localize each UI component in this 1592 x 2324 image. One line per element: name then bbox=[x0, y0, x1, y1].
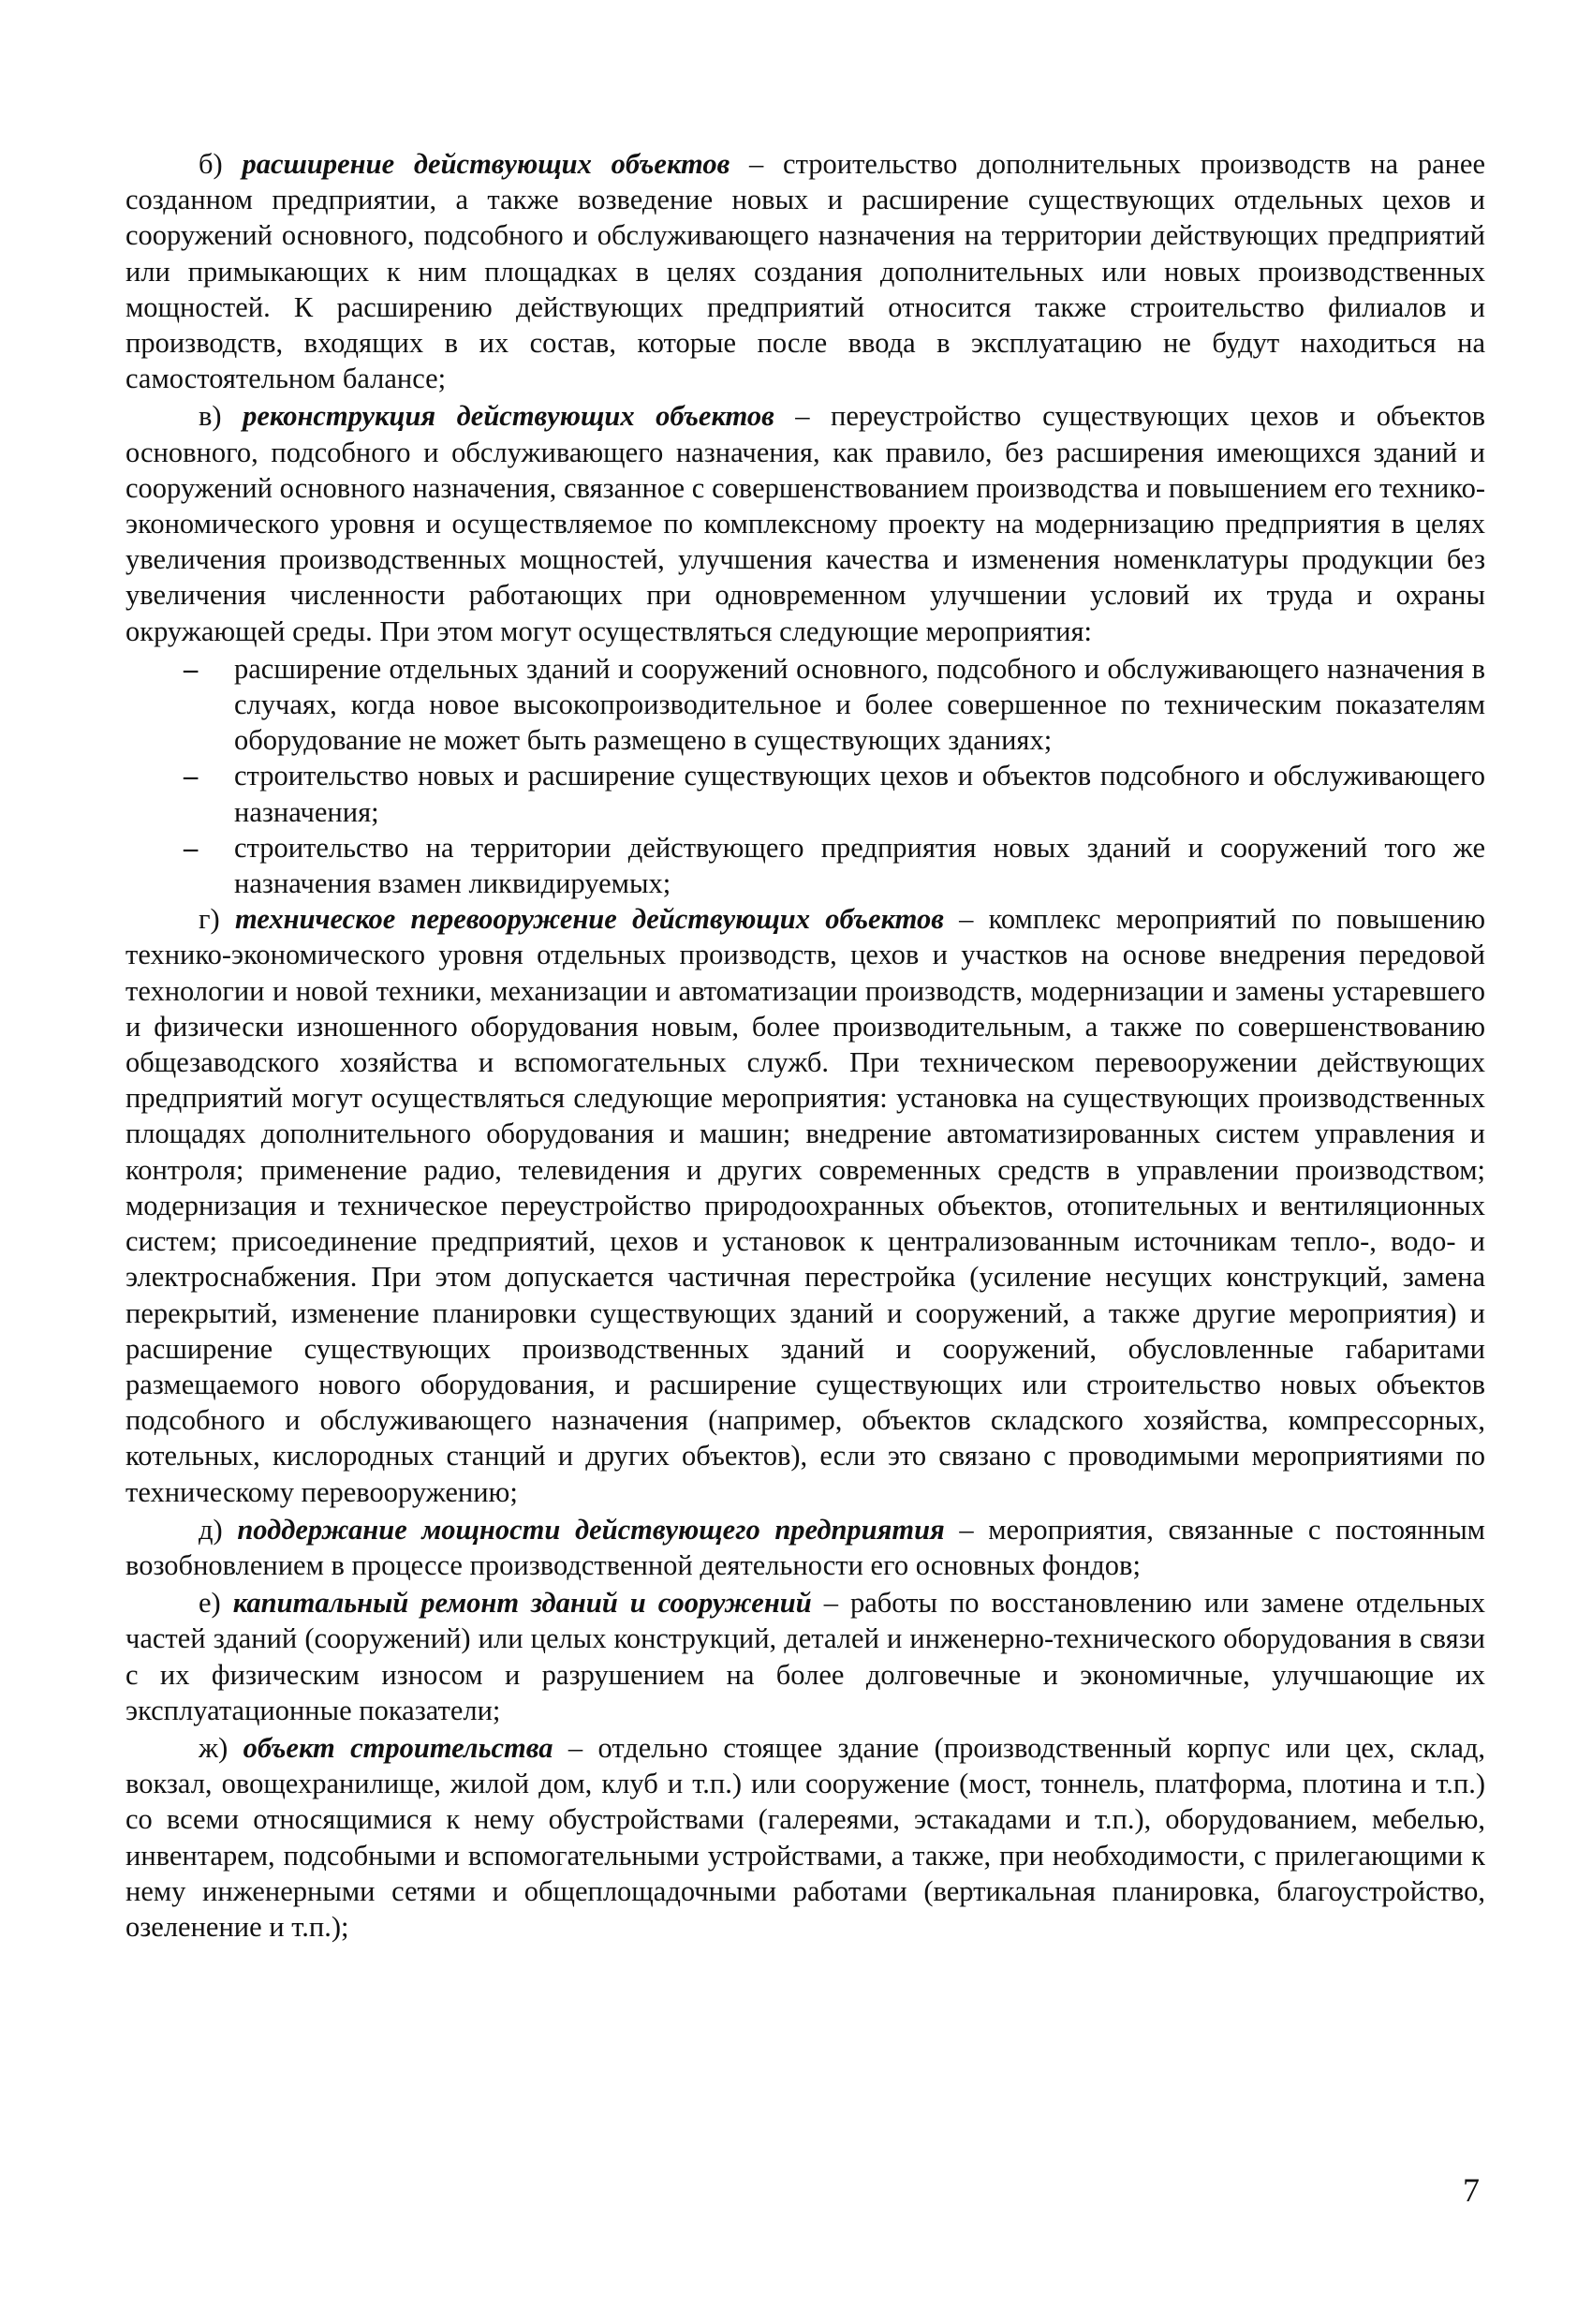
body-text bbox=[125, 146, 1485, 1947]
list-item bbox=[125, 651, 1485, 759]
list-item bbox=[125, 758, 1485, 829]
page-number: 7 bbox=[1463, 2171, 1480, 2209]
paragraph-text: – отдельно стоящее здание (производственный корпус или цех, склад, вокзал, овощехранилище, жилой дом, клуб и т.п.) или сооружение (мост, тоннель, платформа, плотина и т.п.) со всеми относящимися к нему обустройствами (галереями, эстакадами и т.п.), оборудованием, мебелью, инвентарем, подсобными и вспомогательными устройствами, а также, при необходимости, с прилегающими к нему инженерными сетями и общеплощадочными работами (вертикальная планировка, благоустройство, озеленение и т.п.); bbox=[125, 1731, 1485, 1943]
list-item-text: расширение отдельных зданий и сооружений основного, подсобного и обслуживающего назначения в случаях, когда новое высокопроизводительное и более совершенное по техническим показателям оборудование не может быть размещено в существующих зданиях; bbox=[234, 652, 1485, 757]
term-expansion: расширение действующих объектов bbox=[242, 148, 730, 180]
term-capital-repair: капитальный ремонт зданий и сооружений bbox=[232, 1587, 812, 1620]
measures-list bbox=[125, 651, 1485, 901]
dash-marker: – bbox=[184, 652, 199, 685]
paragraph-e bbox=[125, 1585, 1485, 1728]
paragraph-text: – переустройство существующих цехов и объектов основного, подсобного и обслуживающего назначения, как правило, без расширения имеющихся зданий и сооружений основного назначения, связанное с совершенствованием производства и повышением его технико-экономического уровня и осуществляемое по комплексному проекту на модернизацию предприятия в целях увеличения производственных мощностей, улучшения качества и изменения номенклатуры продукции без увеличения численности работающих при одновременном улучшении условий их труда и охраны окружающей среды. При этом могут осуществляться следующие мероприятия: bbox=[125, 400, 1486, 647]
list-item bbox=[125, 830, 1485, 901]
paragraph-text: – работы по восстановлению или замене отдельных частей зданий (сооружений) или целых конструкций, деталей и инженерно-технического оборудования в связи с их физическим износом и разрушением на более долговечные и экономичные, улучшающие их эксплуатационные показатели; bbox=[125, 1587, 1486, 1726]
term-reconstruction: реконструкция действующих объектов bbox=[243, 400, 774, 433]
dash-marker: – bbox=[184, 760, 199, 792]
paragraph-v bbox=[125, 398, 1485, 648]
paragraph-marker: г) bbox=[199, 903, 220, 936]
list-item-text: строительство новых и расширение существующих цехов и объектов подсобного и обслуживающего назначения; bbox=[234, 760, 1485, 828]
paragraph-marker: в) bbox=[199, 400, 222, 433]
paragraph-text: – мероприятия, связанные с постоянным возобновлением в процессе производственной деятельности его основных фондов; bbox=[125, 1513, 1485, 1581]
list-item-text: строительство на территории действующего предприятия новых зданий и сооружений того же назначения взамен ликвидируемых; bbox=[234, 831, 1485, 900]
paragraph-marker: ж) bbox=[199, 1731, 228, 1764]
dash-marker: – bbox=[184, 831, 199, 864]
paragraph-d bbox=[125, 1512, 1485, 1583]
paragraph-marker: д) bbox=[199, 1513, 223, 1546]
paragraph-text: – комплекс мероприятий по повышению технико-экономического уровня отдельных производств, цехов и участков на основе внедрения передовой технологии и новой техники, механизации и автоматизации производств, модернизации и замены устаревшего и физически изношенного оборудования новым, более производительным, а также по совершенствованию общезаводского хозяйства и вспомогательных служб. При техническом перевооружении действующих предприятий могут осуществляться следующие мероприятия: установка на существующих производственных площадях дополнительного оборудования и машин; внедрение автоматизированных систем управления и контроля; применение радио, телевидения и других современных средств в управлении производством; модернизация и техническое переустройство природоохранных объектов, отопительных и вентиляционных систем; присоединение предприятий, цехов и установок к централизованным источникам тепло-, водо- и электроснабжения. При этом допускается частичная перестройка (усиление несущих конструкций, замена перекрытий, изменение планировки существующих зданий и сооружений, а также другие мероприятия) и расширение существующих производственных зданий и сооружений, обусловленные габаритами размещаемого нового оборудования, и расширение существующих или строительство новых объектов подсобного и обслуживающего назначения (например, объектов складского хозяйства, компрессорных, котельных, кислородных станций и других объектов), если это связано с проводимыми мероприятиями по техническому перевооружению; bbox=[125, 903, 1485, 1508]
term-capacity-maintenance: поддержание мощности действующего предприятия bbox=[237, 1513, 945, 1546]
paragraph-zh bbox=[125, 1730, 1485, 1945]
term-re-equipment: техническое перевооружение действующих объектов bbox=[234, 903, 944, 936]
paragraph-g bbox=[125, 901, 1485, 1509]
paragraph-marker: е) bbox=[199, 1587, 221, 1620]
paragraph-text: – строительство дополнительных производств на ранее созданном предприятии, а также возведение новых и расширение существующих отдельных цехов и сооружений основного, подсобного и обслуживающего назначения на территории действующих предприятий или примыкающих к ним площадках в целях создания дополнительных или новых производственных мощностей. К расширению действующих предприятий относится также строительство филиалов и производств, входящих в их состав, которые после ввода в эксплуатацию не будут находиться на самостоятельном балансе; bbox=[125, 148, 1486, 395]
term-construction-object: объект строительства bbox=[243, 1731, 553, 1764]
paragraph-b bbox=[125, 146, 1485, 396]
paragraph-marker: б) bbox=[199, 148, 223, 180]
